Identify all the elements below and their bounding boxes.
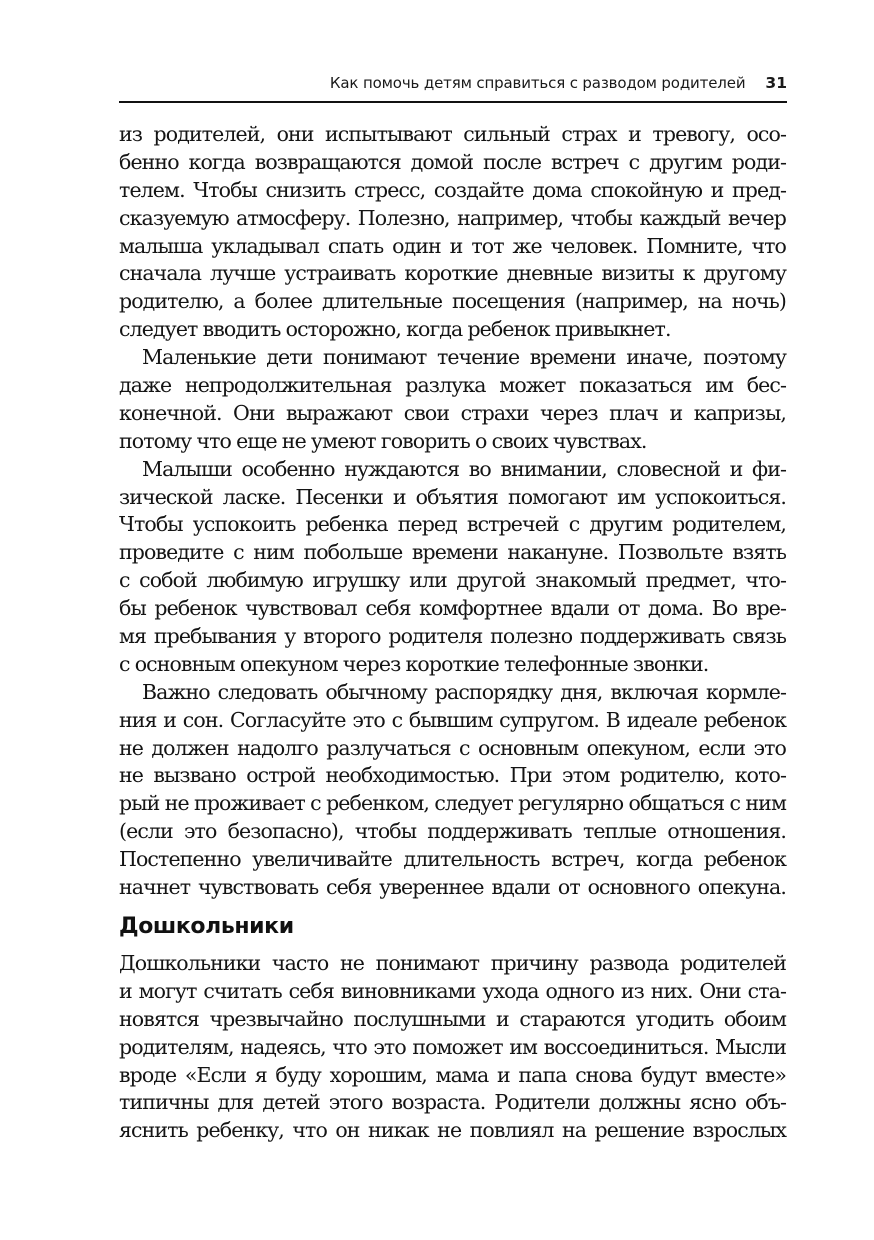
text-line: следует вводить осторожно, когда ребенок привыкнет. [119, 317, 671, 342]
page-number: 31 [765, 74, 787, 92]
text-line: бенно когда возвращаются домой после встреч с другим роди- [119, 149, 786, 174]
running-header [119, 74, 787, 100]
text-line: новятся чрезвычайно послушными и стараются угодить обоим [119, 1006, 786, 1031]
text-line: родителю, а более длительные посещения (например, на ночь) [119, 289, 786, 314]
text-line: потому что еще не умеют говорить о своих чувствах. [119, 428, 647, 453]
text-line: яснить ребенку, что он никак не повлиял на решение взрослых [119, 1118, 786, 1143]
text-line: телем. Чтобы снизить стресс, создайте дома спокойную и пред- [119, 177, 786, 202]
text-line: сначала лучше устраивать короткие дневные визиты к другому [119, 261, 786, 286]
text-line: и могут считать себя виновниками ухода одного из них. Они ста- [119, 978, 786, 1003]
text-line: конечной. Они выражают свои страхи через плач и капризы, [119, 400, 786, 425]
text-line: мя пребывания у второго родителя полезно поддерживать связь [119, 624, 786, 649]
text-line: зической ласке. Песенки и объятия помогают им успокоиться. [119, 484, 786, 509]
body-text-section-1 [119, 121, 786, 902]
text-line: с собой любимую игрушку или другой знакомый предмет, что- [119, 568, 786, 593]
body-text-section-2 [119, 950, 786, 1145]
text-line: Постепенно увеличивайте длительность встреч, когда ребенок [119, 847, 786, 872]
text-line: с основным опекуном через короткие телефонные звонки. [119, 651, 709, 676]
text-line: малыша укладывал спать один и тот же человек. Помните, что [119, 233, 786, 258]
text-line: бы ребенок чувствовал себя комфортнее вдали от дома. Во вре- [119, 596, 786, 621]
text-line: ния и сон. Согласуйте это с бывшим супругом. В идеале ребенок [119, 707, 786, 732]
text-line: вроде «Если я буду хорошим, мама и папа снова будут вместе» [119, 1062, 786, 1087]
text-line: Важно следовать обычному распорядку дня, включая кормле- [142, 679, 786, 704]
text-line: (если это безопасно), чтобы поддерживать теплые отношения. [119, 819, 786, 844]
header-rule [119, 101, 787, 103]
running-title: Как помочь детям справиться с разводом родителей [329, 74, 746, 92]
text-line: Малыши особенно нуждаются во внимании, словесной и фи- [142, 456, 786, 481]
text-line: проведите с ним побольше времени накануне. Позвольте взять [119, 540, 786, 565]
section-heading: Дошкольники [119, 914, 294, 939]
text-line: типичны для детей этого возраста. Родители должны ясно объ- [119, 1090, 786, 1115]
text-line: из родителей, они испытывают сильный страх и тревогу, осо- [119, 122, 786, 146]
text-line: рый не проживает с ребенком, следует регулярно общаться с ним [119, 791, 786, 816]
text-line: не должен надолго разлучаться с основным опекуном, если это [119, 735, 786, 760]
text-line: сказуемую атмосферу. Полезно, например, чтобы каждый вечер [119, 205, 786, 230]
text-line: не вызвано острой необходимостью. При этом родителю, кото- [119, 763, 786, 788]
text-line: даже непродолжительная разлука может показаться им бес- [119, 373, 786, 398]
text-line: Маленькие дети понимают течение времени иначе, поэтому [142, 345, 786, 370]
text-line: Дошкольники часто не понимают причину развода родителей [119, 951, 786, 975]
text-line: начнет чувствовать себя увереннее вдали от основного опекуна. [119, 875, 786, 900]
text-line: родителям, надеясь, что это поможет им воссоединиться. Мысли [119, 1034, 786, 1059]
text-line: Чтобы успокоить ребенка перед встречей с другим родителем, [119, 512, 786, 537]
